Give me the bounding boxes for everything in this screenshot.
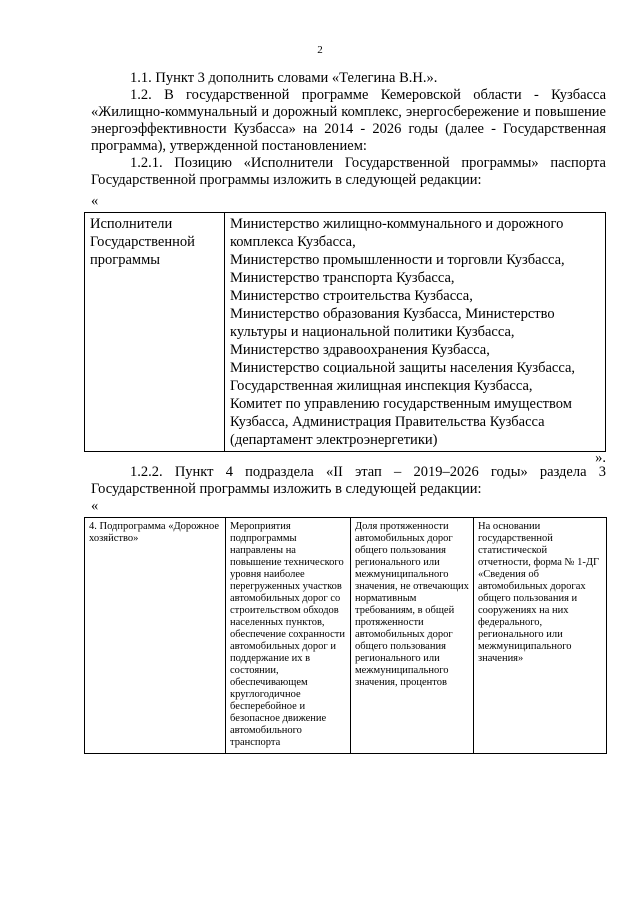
list-item: Министерство образования Кузбасса, Министерство культуры и национальной политики Кузбасса, bbox=[230, 306, 555, 340]
paragraph-1-2: 1.2. В государственной программе Кемеровской области - Кузбасса «Жилищно-коммунальный и дорожный комплекс, энергосбережение и повышение энергоэффективности Кузбасса» на 2014 - 2026 годы (далее - Государственная программа), утвержденной постановлением: bbox=[91, 87, 606, 154]
closing-quote-1: ». bbox=[595, 450, 606, 466]
list-item: Министерство транспорта Кузбасса, bbox=[230, 270, 455, 286]
body-text-block-1 bbox=[91, 70, 606, 189]
body-text-block-2 bbox=[91, 464, 606, 498]
subprogram-table bbox=[84, 517, 607, 754]
measures-cell: Мероприятия подпрограммы направлены на повышение технического уровня наиболее перегруженных участков автомобильных дорог со строительством обходов населенных пунктов, обеспечение сохранности автомобильных дорог и поддержание их в состоянии, обеспечивающем круглогодичное бесперебойное и безопасное движение автомобильного транспорта bbox=[226, 518, 351, 754]
table-row bbox=[85, 518, 607, 754]
executors-list-cell bbox=[225, 213, 606, 452]
paragraph-1-2-2: 1.2.2. Пункт 4 подраздела «II этап – 2019–2026 годы» раздела 3 Государственной программы изложить в следующей редакции: bbox=[91, 464, 606, 497]
table-row bbox=[85, 213, 606, 452]
executors-table bbox=[84, 212, 606, 452]
list-item: Министерство социальной защиты населения Кузбасса, bbox=[230, 360, 576, 376]
list-item: Государственная жилищная инспекция Кузбасса, bbox=[230, 378, 533, 394]
list-item: Министерство промышленности и торговли Кузбасса, bbox=[230, 252, 565, 268]
indicator-cell: Доля протяженности автомобильных дорог общего пользования регионального или межмуниципального значения, не отвечающих нормативным требованиям, в общей протяженности автомобильных дорог общего пользования регионального или межмуниципального значения, процентов bbox=[351, 518, 474, 754]
list-item: Министерство здравоохранения Кузбасса, bbox=[230, 342, 490, 358]
paragraph-1-1: 1.1. Пункт 3 дополнить словами «Телегина В.Н.». bbox=[130, 70, 438, 86]
list-item: Комитет по управлению государственным имуществом Кузбасса, Администрация Правительства Кузбасса (департамент электроэнергетики) bbox=[230, 396, 572, 448]
page-number: 2 bbox=[317, 44, 323, 56]
opening-quote-1: « bbox=[91, 193, 99, 209]
subprogram-name-cell: 4. Подпрограмма «Дорожное хозяйство» bbox=[85, 518, 226, 754]
list-item: Министерство жилищно-коммунального и дорожного комплекса Кузбасса, bbox=[230, 216, 564, 250]
list-item: Министерство строительства Кузбасса, bbox=[230, 288, 473, 304]
executors-label-cell: Исполнители Государственной программы bbox=[85, 213, 225, 452]
source-cell: На основании государственной статистической отчетности, форма № 1-ДГ «Сведения об автомобильных дорогах общего пользования и сооружениях на них федерального, регионального или межмуниципального значения» bbox=[474, 518, 607, 754]
opening-quote-2: « bbox=[91, 498, 99, 514]
paragraph-1-2-1: 1.2.1. Позицию «Исполнители Государственной программы» паспорта Государственной программы изложить в следующей редакции: bbox=[91, 155, 606, 188]
